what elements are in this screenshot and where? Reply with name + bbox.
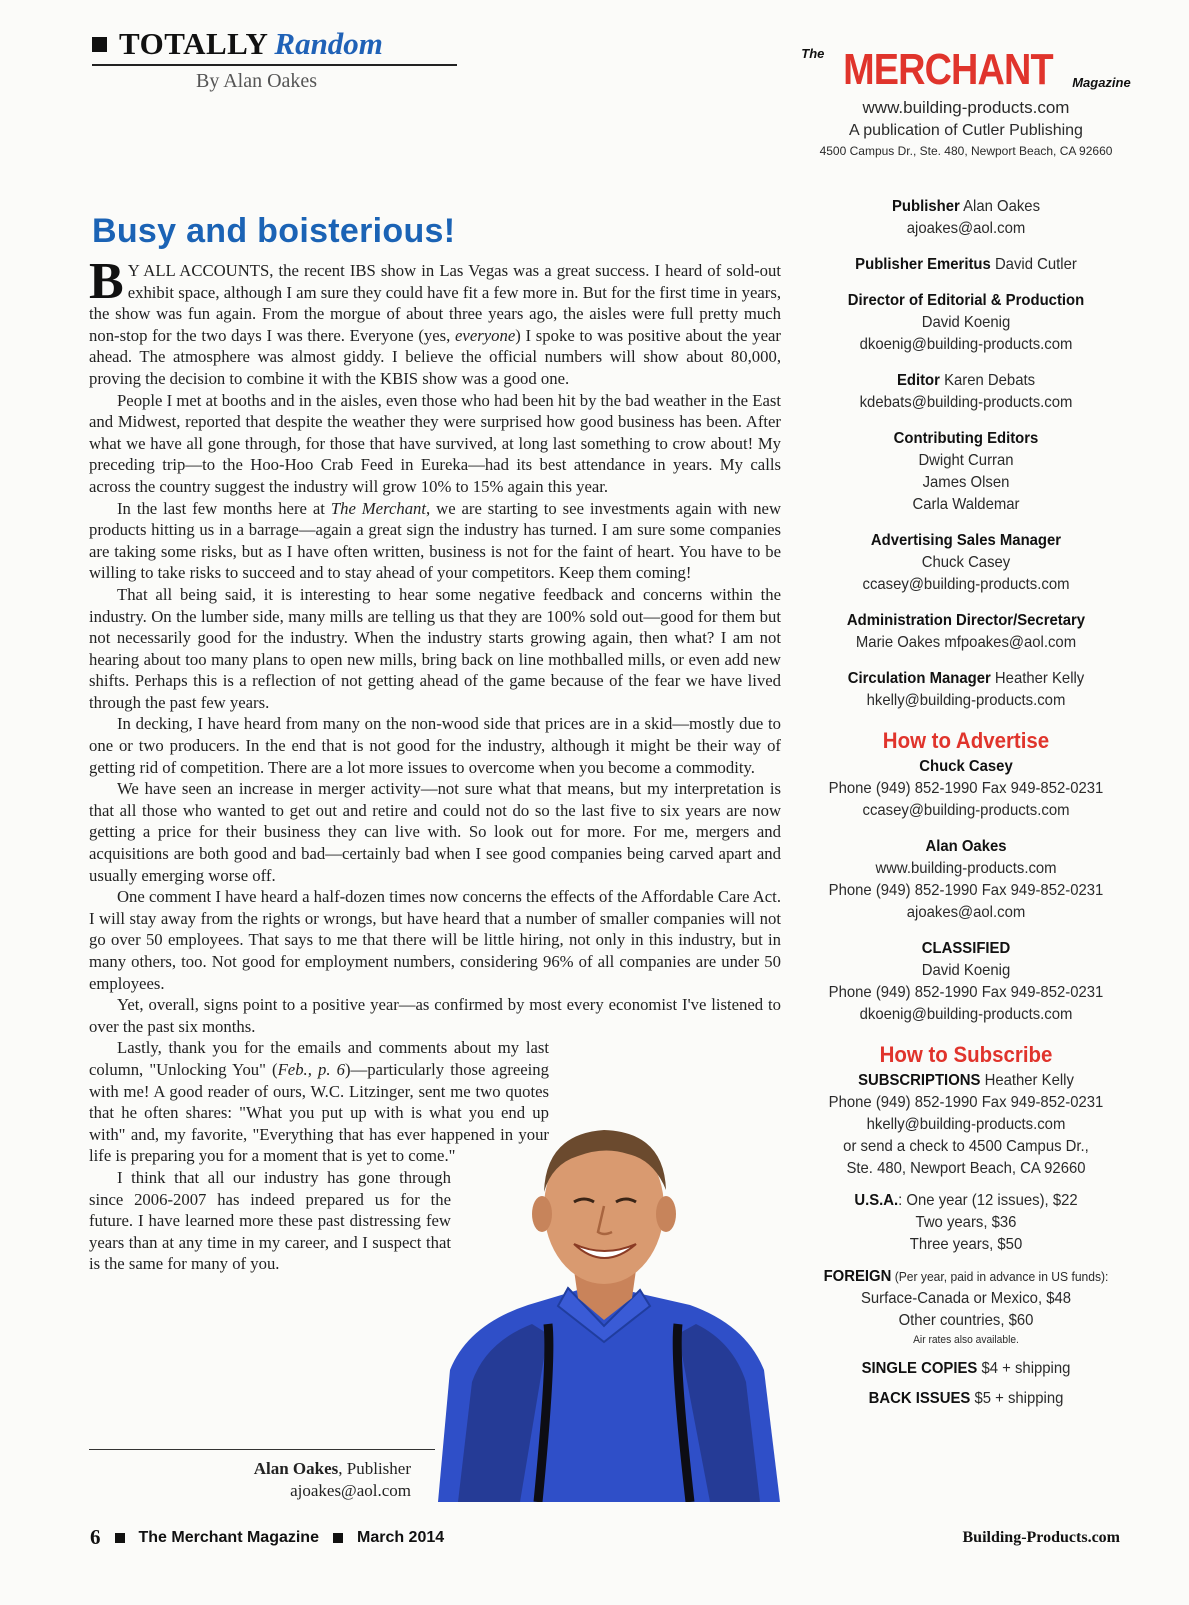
magazine-logo: The MERCHANT Magazine — [801, 45, 1131, 94]
subscribe-foreign-rates: FOREIGN (Per year, paid in advance in US funds): Surface-Canada or Mexico, $48 Other countries, $60 Air rates also available. — [823, 1268, 1109, 1346]
signature-title: , Publisher — [338, 1459, 411, 1478]
paragraph-2: People I met at booths and in the aisles, even those who had been hit by the bad weather in the East and Midwest, reported that despite the weather they were surprised how good business has been. After what we have all gone through, for those that have survived, at long last something to crow about! My preceding trip—to the Hoo-Hoo Crab Feed in Eureka—had its best attendance in years. My calls across the country suggest the industry will grow 10% to 15% again this year. — [89, 390, 781, 496]
signature-email: ajoakes@aol.com — [290, 1481, 411, 1500]
how-to-advertise-heading: How to Advertise — [882, 728, 1050, 753]
page-footer — [90, 1525, 1120, 1555]
staff-publisher: Publisher Alan Oakes ajoakes@aol.com — [891, 198, 1041, 237]
signature-name: Alan Oakes — [253, 1459, 339, 1478]
masthead-address: 4500 Campus Dr., Ste. 480, Newport Beach, CA 92660 — [819, 144, 1113, 158]
column-title-random: Random — [274, 26, 383, 61]
advertise-contact-casey: Chuck Casey Phone (949) 852-1990 Fax 949-852-0231 ccasey@building-products.com — [828, 758, 1104, 819]
masthead-url: www.building-products.com — [862, 98, 1070, 117]
masthead — [801, 40, 1131, 158]
how-to-subscribe-heading: How to Subscribe — [879, 1042, 1053, 1067]
staff-emeritus: Publisher Emeritus David Cutler — [855, 256, 1077, 273]
page-number: 6 — [90, 1525, 101, 1549]
single-copies: SINGLE COPIES $4 + shipping — [861, 1360, 1071, 1377]
paragraph-5: In decking, I have heard from many on the non-wood side that prices are in a skid—mostly due to one or two producers. In the end that is not good for the industry, although it might be their way of getting rid of competition. There are a lot more issues to overcome when you become a commodity. — [89, 714, 781, 777]
paragraph-3: In the last few months here at The Merchant, we are starting to see investments again with new products hitting us in a barrage—again a great sign the industry has turned. I am sure some companies are taking some risks, but as I have often written, business is not for the faint of heart. You have to be willing to take risks to succeed and to stay ahead of your competitors. Keep them coming! — [89, 498, 781, 583]
advertise-classified: CLASSIFIED David Koenig Phone (949) 852-1990 Fax 949-852-0231 dkoenig@building-products.com — [828, 940, 1104, 1023]
byline: By Alan Oakes — [196, 70, 318, 92]
staff-editorial-director: Director of Editorial & Production David Koenig dkoenig@building-products.com — [847, 292, 1085, 353]
paragraph-1: B Y ALL ACCOUNTS, the recent IBS show in Las Vegas was a great success. I heard of sold-out exhibit space, although I am sure they could have fit a few more in. But for the first time in years, the show was fun again. From the morgue of about three years ago, the aisles were full pretty much non-stop for the two days I was there. Everyone (yes, everyone) I spoke to was positive about the year ahead. The atmosphere was almost giddy. I believe the official numbers will show about 80,000, proving the decision to combine it with the KBIS show was a good one. — [89, 253, 781, 388]
signature-rule — [89, 1449, 435, 1450]
square-bullet-icon — [92, 37, 107, 52]
paragraph-9: Lastly, thank you for the emails and comments about my last column, "Unlocking You" (Feb., p. 6)—particularly those agreeing with me! A good reader of ours, W.C. Litzinger, sent me two quotes that he often shares: "What you put up with is what you end up with" and, my favorite, "Everything that has ever happened in your life is preparing you for a moment that is yet to come." — [89, 1038, 549, 1166]
column-title — [92, 26, 457, 66]
staff-directory — [816, 196, 1115, 1424]
signature — [89, 1458, 411, 1502]
footer-magazine: The Merchant Magazine — [138, 1528, 319, 1546]
subscribe-contact: SUBSCRIPTIONS Heather Kelly Phone (949) 852-1990 Fax 949-852-0231 hkelly@building-products.com or send a check to 4500 Campus Dr., Ste. 480, Newport Beach, CA 92660 — [828, 1072, 1104, 1177]
drop-cap: B — [89, 253, 124, 310]
footer-site: Building-Products.com — [962, 1529, 1120, 1546]
author-photo — [428, 1120, 780, 1502]
staff-ad-sales: Advertising Sales Manager Chuck Casey ccasey@building-products.com — [862, 532, 1070, 593]
paragraph-4: That all being said, it is interesting to hear some negative feedback and concerns within the industry. On the lumber side, many mills are telling us that they are 100% sold out—good for them but not necessarily good for the industry. When the industry starts growing again, then what? I am not hearing about too many plans to open new mills, bring back on line mothballed mills, or even add new shifts. Perhaps this is a reflection of not getting ahead of the game because of the fear we have lived through the past few years. — [89, 584, 781, 712]
footer-issue: March 2014 — [356, 1528, 445, 1546]
column-title-totally: TOTALLY — [119, 26, 269, 61]
staff-editor: Editor Karen Debats kdebats@building-products.com — [859, 372, 1073, 411]
masthead-publication: A publication of Cutler Publishing — [849, 122, 1083, 139]
subscribe-usa-rates: U.S.A.: One year (12 issues), $22 Two years, $36 Three years, $50 — [854, 1192, 1078, 1253]
paragraph-8: Yet, overall, signs point to a positive year—as confirmed by most every economist I've listened to over the past six months. — [89, 995, 781, 1036]
staff-administration: Administration Director/Secretary Marie Oakes mfpoakes@aol.com — [846, 612, 1086, 651]
column-header — [92, 26, 457, 93]
paragraph-10: I think that all our industry has gone through since 2006-2007 has indeed prepared us for the future. I have learned more these past distressing few years than at any time in my career, and I suspect that is the same for many of you. — [89, 1167, 451, 1274]
paragraph-6: We have seen an increase in merger activity—not sure what that means, but my interpretation is that all those who wanted to get out and retire and could not do so the last five to six years are now getting a price for their business they can live with. So look out for more. For me, mergers and acquisitions are both good and bad—certainly bad when I see good companies being carved apart and usually emerging worse off. — [89, 779, 781, 885]
article-headline: Busy and boisterious! — [92, 212, 456, 250]
advertise-contact-oakes: Alan Oakes www.building-products.com Phone (949) 852-1990 Fax 949-852-0231 ajoakes@aol.com — [828, 838, 1104, 921]
staff-contributing-editors: Contributing Editors Dwight Curran James Olsen Carla Waldemar — [893, 430, 1039, 513]
square-bullet-icon — [115, 1533, 125, 1543]
paragraph-7: One comment I have heard a half-dozen times now concerns the effects of the Affordable Care Act. I will stay away from the rights or wrongs, but have heard that a number of smaller companies will not go over 50 employees. That says to me that there will be little hiring, not only in this industry, but in many others, too. Not good for employment numbers, considering 96% of all companies are under 50 employees. — [89, 887, 781, 993]
square-bullet-icon — [333, 1533, 343, 1543]
back-issues: BACK ISSUES $5 + shipping — [868, 1390, 1064, 1407]
staff-circulation: Circulation Manager Heather Kelly hkelly@building-products.com — [847, 670, 1085, 709]
